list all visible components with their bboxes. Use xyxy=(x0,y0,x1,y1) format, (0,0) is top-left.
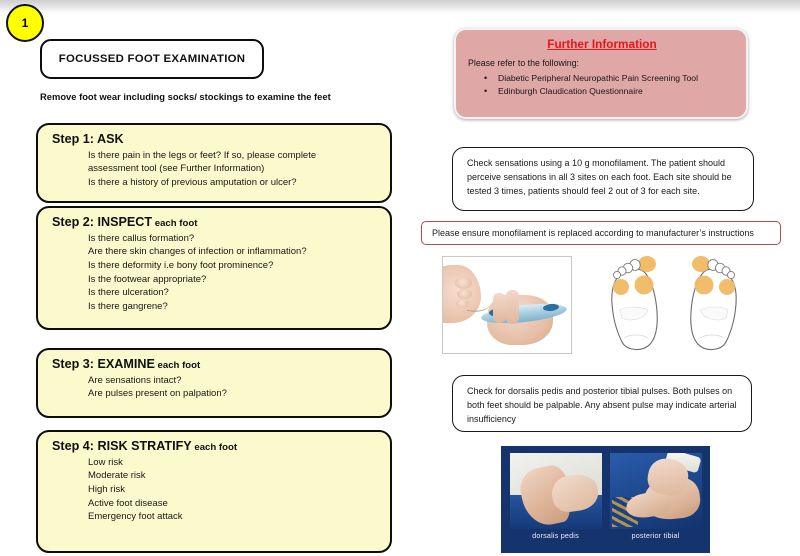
further-information-lead: Please refer to the following: xyxy=(468,58,580,68)
list-item: Are there skin changes of infection or inflammation? xyxy=(88,246,307,258)
further-information-box xyxy=(454,28,748,119)
monofilament-instructions-box xyxy=(452,147,754,211)
list-item: • Edinburgh Claudication Questionnaire xyxy=(498,85,736,98)
pulses-instructions-box xyxy=(452,375,752,432)
foot-testing-sites-diagram xyxy=(600,252,748,356)
page-title: FOCUSSED FOOT EXAMINATION xyxy=(58,53,246,65)
page-number-text: 1 xyxy=(21,16,29,30)
foot-outline-right xyxy=(691,256,736,349)
further-information-list xyxy=(468,72,736,98)
step-1-heading-text: Step 1: ASK xyxy=(52,132,124,146)
step-4-qualifier: each foot xyxy=(191,442,238,453)
list-item: Is there callus formation? xyxy=(88,232,195,244)
list-item: Is there deformity i.e bony foot prominence? xyxy=(88,260,274,272)
list-item: Emergency foot attack xyxy=(88,511,183,523)
step-1-heading xyxy=(52,132,378,148)
list-item: Low risk xyxy=(88,456,123,468)
monofilament-replacement-text: Please ensure monofilament is replaced according to manufacturer’s instructions xyxy=(432,228,754,238)
monofilament-replacement-warning xyxy=(421,221,781,245)
monofilament-instructions-text: Check sensations using a 10 g monofilament. The patient should perceive sensations in all 3 sites on each foot. Each site should be tested 3 times, patients should feel 2 out of 3 for each site. xyxy=(467,158,732,196)
step-3-heading xyxy=(52,357,378,373)
step-box-risk-stratify xyxy=(36,430,392,553)
pulses-instructions-text: Check for dorsalis pedis and posterior tibial pulses. Both pulses on both feet should be palpable. Any absent pulse may indicate arterial insufficiency xyxy=(467,386,737,424)
step-3-list xyxy=(52,374,378,401)
list-item: Is the footwear appropriate? xyxy=(88,273,207,285)
remove-footwear-instruction: Remove foot wear including socks/ stockings to examine the feet xyxy=(40,91,331,102)
step-4-heading xyxy=(52,439,378,455)
photo-toe xyxy=(455,277,472,289)
step-2-list xyxy=(52,232,378,314)
step-2-qualifier: each foot xyxy=(152,218,198,229)
pulse-palpation-photo-panel xyxy=(501,446,710,553)
list-item: High risk xyxy=(88,484,125,496)
step-1-list xyxy=(52,149,378,190)
list-item: Is there pain in the legs or feet? If so, please complete xyxy=(88,149,317,161)
posterior-tibial-image xyxy=(610,453,702,529)
further-information-title: Further Information xyxy=(547,37,657,51)
step-box-examine xyxy=(36,348,392,418)
page-number-badge xyxy=(6,4,44,42)
photo-caption: posterior tibial xyxy=(631,531,680,540)
photo-caption: dorsalis pedis xyxy=(532,531,579,540)
list-item: Is there ulceration? xyxy=(88,287,169,299)
page-title-box xyxy=(40,39,264,79)
list-item: assessment tool (see Further Information) xyxy=(88,163,265,175)
step-box-inspect xyxy=(36,206,392,330)
step-3-heading-text: Step 3: EXAMINE xyxy=(52,357,155,371)
step-4-list xyxy=(52,456,378,524)
top-gradient-strip xyxy=(0,0,800,14)
list-item: Are sensations intact? xyxy=(88,374,182,386)
step-box-ask xyxy=(36,123,392,203)
list-item: Is there a history of previous amputation or ulcer? xyxy=(88,177,297,189)
pulse-photo-posterior-tibial xyxy=(610,453,702,549)
list-item: Are pulses present on palpation? xyxy=(88,388,227,400)
photo-finger xyxy=(493,293,506,323)
monofilament-photo xyxy=(442,256,572,354)
step-2-heading xyxy=(52,215,378,231)
step-2-heading-text: Step 2: INSPECT xyxy=(52,215,153,229)
dorsalis-pedis-image xyxy=(510,453,602,529)
list-item: Moderate risk xyxy=(88,470,146,482)
list-item: Is there gangrene? xyxy=(88,301,168,313)
list-item: • Diabetic Peripheral Neuropathic Pain Screening Tool xyxy=(498,72,736,85)
step-4-heading-text: Step 4: RISK STRATIFY xyxy=(52,439,192,453)
list-item: Active foot disease xyxy=(88,497,168,509)
step-3-qualifier: each foot xyxy=(154,360,201,371)
photo-finger xyxy=(506,290,519,324)
pulse-photo-dorsalis-pedis xyxy=(510,453,602,549)
